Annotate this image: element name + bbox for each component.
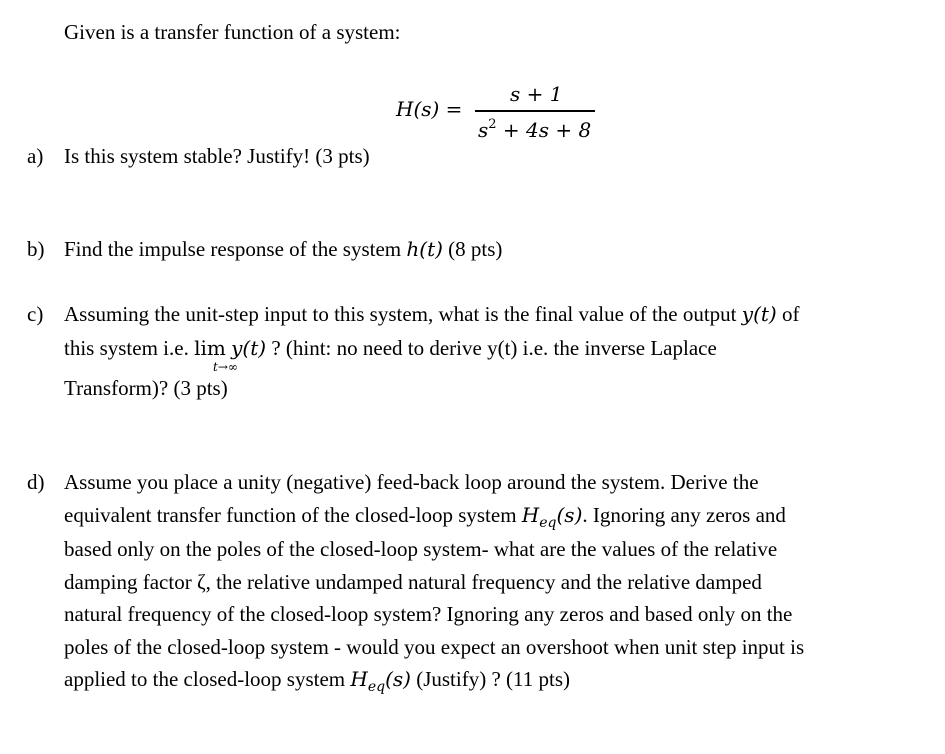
heq2-subscript: eq xyxy=(367,679,386,695)
question-d-line4-after: , the relative undamped natural frequency and the relative damped xyxy=(205,570,762,594)
question-d-line2-before: equivalent transfer function of the closed-loop system xyxy=(64,503,522,527)
intro-text: Given is a transfer function of a system: xyxy=(64,20,401,44)
question-d-line3: based only on the poles of the closed-loop system- what are the values of the relative xyxy=(64,537,778,561)
heq-subscript: eq xyxy=(539,515,557,531)
transfer-function-numerator xyxy=(510,82,562,106)
question-d-line6: poles of the closed-loop system - would you expect an overshoot when unit step input is xyxy=(64,635,805,659)
denominator-rest: + 4s + 8 xyxy=(496,118,592,142)
heq2-argument: (s) xyxy=(385,667,411,691)
question-d-label: d) xyxy=(27,470,45,494)
transfer-function-denominator xyxy=(478,117,591,142)
question-a-label: a) xyxy=(27,144,44,168)
question-c-line2 xyxy=(64,338,717,359)
question-d-line7-after: (Justify) ? (11 pts) xyxy=(410,667,570,691)
question-b-text xyxy=(64,239,502,260)
question-d-line4-before: damping factor xyxy=(64,570,197,594)
question-c-line3: Transform)? (3 pts) xyxy=(64,376,228,400)
question-c-line2-math: y(t) xyxy=(231,336,267,360)
transfer-function-lhs: H(s) = xyxy=(396,97,463,121)
question-d-line1: Assume you place a unity (negative) feed-back loop around the system. Derive the xyxy=(64,470,759,494)
question-d-line7 xyxy=(64,669,570,694)
question-d-line5: natural frequency of the closed-loop system? Ignoring any zeros and based only on the xyxy=(64,602,793,626)
heq2-base: H xyxy=(350,667,368,691)
question-b-text-before: Find the impulse response of the system xyxy=(64,237,407,261)
question-c-line1 xyxy=(64,304,799,325)
numerator-text: s + 1 xyxy=(510,82,563,106)
question-c-label: c) xyxy=(27,302,44,326)
limit-operator: lim xyxy=(194,336,226,360)
denominator-base: s xyxy=(478,118,489,142)
question-c-line2-before: this system i.e. xyxy=(64,336,195,360)
limit-subscript: t→∞ xyxy=(213,360,238,374)
zeta-symbol: ζ xyxy=(196,570,206,594)
question-c-line1-after: of xyxy=(776,302,800,326)
question-b-label: b) xyxy=(27,237,45,261)
question-c-line1-before: Assuming the unit-step input to this system, what is the final value of the output xyxy=(64,302,742,326)
heq-base: H xyxy=(521,503,540,527)
question-d-line7-before: applied to the closed-loop system xyxy=(64,667,351,691)
denominator-exponent: 2 xyxy=(488,117,497,132)
question-c-line2-after: ? (hint: no need to derive y(t) i.e. the inverse Laplace xyxy=(266,336,717,360)
question-a-text: Is this system stable? Justify! (3 pts) xyxy=(64,144,370,168)
heq-argument: (s) xyxy=(556,503,583,527)
question-d-line4 xyxy=(64,572,762,593)
fraction-bar xyxy=(475,110,595,112)
question-b-math: h(t) xyxy=(406,237,443,261)
question-d-line2-after: . Ignoring any zeros and xyxy=(582,503,786,527)
question-c-line1-math: y(t) xyxy=(741,302,777,326)
question-b-text-after: (8 pts) xyxy=(442,237,503,261)
question-d-line2 xyxy=(64,505,786,530)
